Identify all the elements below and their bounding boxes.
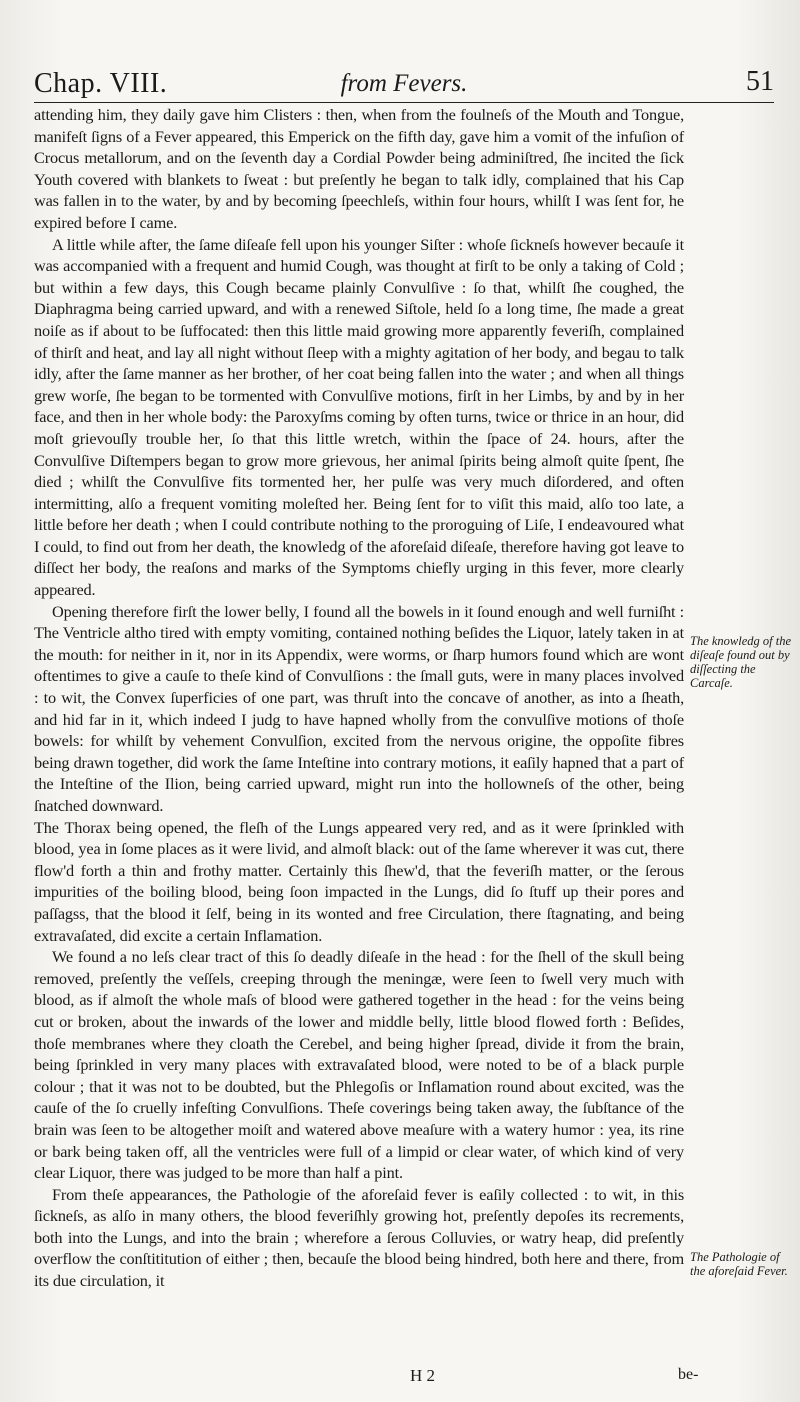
signature-mark: H 2	[410, 1366, 436, 1385]
chapter-label: Chap. VIII.	[34, 68, 168, 99]
margin-note-knowledge: The knowledg of the diſeaſe found out by diſſecting the Carcaſe.	[690, 634, 792, 690]
running-title: from Fevers.	[340, 70, 468, 97]
paragraph-1: attending him, they daily gave him Clisters : then, when from the foulneſs of the Mouth and Tongue, manifeſt ſigns of a Fever appeared, this Emperick on the fifth day, gave him a vomit of the infuſion of Crocus metallorum, and on the ſeventh day a Cordial Powder being adminiſtred, ſhe incited the ſick Youth covered with blankets to ſweat : but preſently he began to talk idly, complained that his Cap was fallen in to the water, by and by becoming ſpeechleſs, within four hours, whilſt I was ſent for, he expired before I came.	[34, 105, 684, 232]
paragraph-5: We found a no leſs clear tract of this ſo deadly diſeaſe in the head : for the ſhell of the skull being removed, preſently the veſſels, creeping through the meningæ, were ſeen to ſwell very much with blood, as if almoſt the whole maſs of blood were gathered together in the head : for the veins being cut or broken, about the inwards of the lower and middle belly, little blood flowed forth : Beſides, thoſe membranes where they cloath the Cerebel, and being higher ſpread, divide it from the brain, being ſprinkled in very many places with extravaſated blood, were noted to be of a black purple colour ; that it was not to be doubted, but the Phlegoſis or Inflamation round about excited, was the cauſe of the ſo cruelly infeſting Convulſions. Theſe coverings being taken away, the ſubſtance of the brain was ſeen to be altogether moiſt and watered above meaſure with a watery humor : yea, its rine or bark being taken off, all the ventricles were full of a limpid or clear water, of which kind of very clear Liquor, there was judged to be more than half a pint.	[34, 947, 684, 1183]
paragraph-6: From theſe appearances, the Pathologie of the aforeſaid fever is eaſily collected : to wit, in this ſickneſs, as alſo in many others, the blood feveriſhly growing hot, preſently depoſes its recrements, both into the Lungs, and into the brain ; wherefore a ſerous Colluvies, or watry heap, did preſently overflow the conſtititution of either ; then, becauſe the blood being hindred, both here and there, from its due circulation, it	[34, 1184, 684, 1291]
body-text	[34, 104, 684, 1292]
paragraph-2: A little while after, the ſame diſeaſe fell upon his younger Siſter : whoſe ſickneſs however becauſe it was accompanied with a frequent and humid Cough, was thought at firſt to be only a taking of Cold ; but within a few days, this Cough became plainly Convulſive : ſo that, whilſt ſhe coughed, the Diaphragma being carried upward, and with a renewed Siſtole, held ſo a long time, ſhe made a great noiſe as if about to be ſuffocated: then this little maid growing more apparently feveriſh, complained of thirſt and heat, and lay all night without ſleep with a mighty agitation of her body, and begau to talk idly, after the ſame manner as her brother, of her coat being fallen into the water ; and when all things grew worſe, ſhe began to be tormented with Convulſive motions, firſt in her Limbs, by and by in her face, and then in her whole body: the Paroxyſms coming by often turns, twice or thrice in an hour, did moſt grievouſly trouble her, ſo that this little wretch, within the ſpace of 24. hours, after the Convulſive Diſtempers began to grow more grievous, her animal ſpirits being almoſt quite ſpent, ſhe died ; whilſt the Convulſive fits tormented her, her pulſe was very much diſordered, and often intermitting, alſo a frequent vomiting moleſted her. Being ſent for to viſit this maid, alſo too late, a little before her death ; when I could contribute nothing to the proroguing of Liſe, I endeavoured what I could, to find out from her death, the knowledg of the aforeſaid diſeaſe, therefore having got leave to diſſect her body, the reaſons and marks of the Symptoms chiefly urging in this fever, more clearly appeared.	[34, 234, 684, 600]
running-header	[34, 62, 774, 103]
paragraph-4: The Thorax being opened, the fleſh of the Lungs appeared very red, and as it were ſprinkled with blood, yea in ſome places as it were livid, and almoſt black: out of the ſame wherever it was cut, there flow'd forth a thin and frothy matter. Certainly this ſhew'd, that the feveriſh matter, or the ſerous impurities of the boiling blood, being ſoon impacted in the Lungs, did ſo ſtuff up their pores and paſſagss, that the blood it ſelf, being in its wonted and free Circulation, there ſtagnating, and being extravaſated, did excite a certain Inflamation.	[34, 817, 684, 945]
paragraph-3: Opening therefore firſt the lower belly, I found all the bowels in it ſound enough and well furniſht : The Ventricle altho tired with empty vomiting, contained nothing beſides the Liquor, lately taken in at the mouth: for neither in it, nor in its Appendix, were worms, or ſharp humors found which are wont oftentimes to give a cauſe to theſe kind of Convulſions : the ſmall guts, were in many places involved : to wit, the Convex ſuperficies of one part, was thruſt into the concave of another, as into a ſheath, and hid far in it, which indeed I judg to have hapned wholly from the convulſive motions of thoſe bowels: for whilſt by vehement Convulſion, excited from the nervous origine, the oppoſite fibres being drawn together, did work the ſame Inteſtine into contrary motions, it eaſily hapned that a part of the Inteſtine of the Ilion, being carried upward, might run into the hollowneſs of the other, being ſnatched downward.	[34, 601, 684, 815]
margin-note-pathologie: The Pathologie of the aforeſaid Fever.	[690, 1250, 788, 1278]
page-number: 51	[746, 66, 774, 97]
catchword: be-	[678, 1366, 699, 1383]
